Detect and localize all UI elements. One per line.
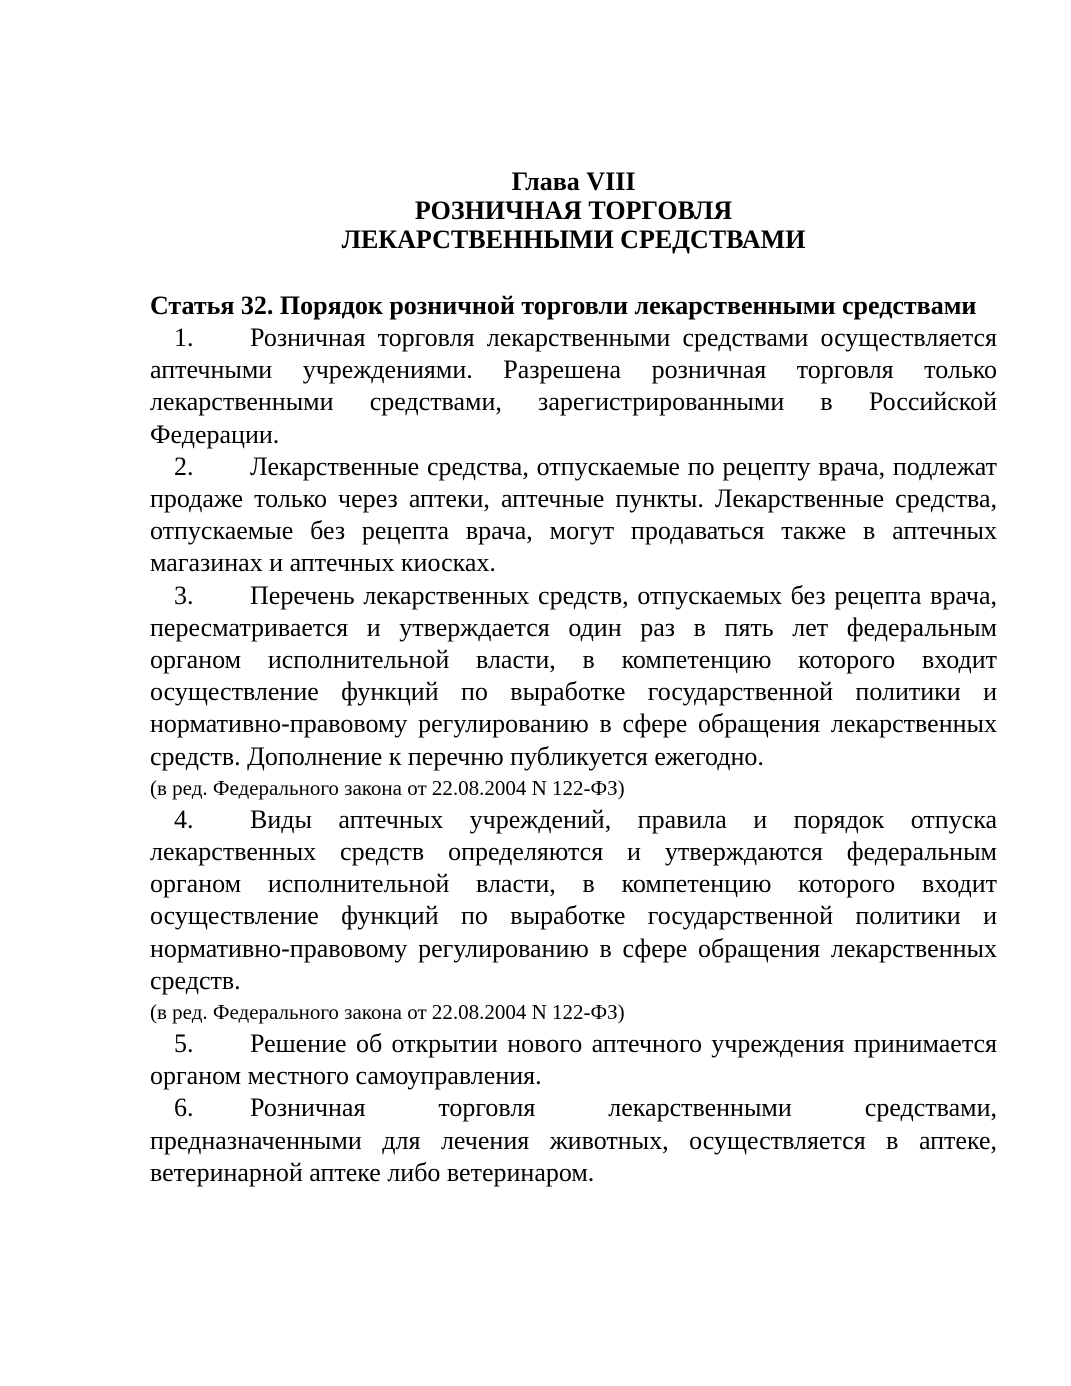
paragraph-text: Виды аптечных учреждений, правила и порядок отпуска лекарственных средств определяются и утверждаются федеральным органом исполнительной власти, в компетенцию которого входит осуществление функций по выработке государственной политики и нормативно-правовому регулированию в сфере обращения лекарственных средств. (150, 804, 997, 995)
paragraph-3 (150, 580, 997, 773)
amendment-note: (в ред. Федерального закона от 22.08.2004 N 122-ФЗ) (150, 775, 625, 800)
paragraph-number: 2. (174, 451, 194, 481)
chapter-number: Глава VIII (511, 167, 636, 196)
paragraph-number: 5. (174, 1029, 194, 1059)
paragraph-number: 1. (174, 323, 194, 352)
chapter-heading (150, 167, 997, 254)
paragraph-text: Решение об открытии нового аптечного учреждения принимается органом местного самоуправления. (150, 1029, 997, 1091)
paragraph-text: Перечень лекарственных средств, отпускаемых без рецепта врача, пересматривается и утверждается один раз в пять лет федеральным органом исполнительной власти, в компетенцию которого входит осуществление функций по выработке государственной политики и нормативно-правовому регулированию в сфере обращения лекарственных средств. Дополнение к перечню публикуется ежегодно. (150, 580, 997, 771)
paragraph-number: 4. (174, 804, 194, 834)
chapter-title-line-1: РОЗНИЧНАЯ ТОРГОВЛЯ (414, 196, 733, 225)
article-title: Статья 32. Порядок розничной торговли лекарственными средствами (150, 291, 977, 320)
paragraph-number: 3. (174, 580, 194, 610)
chapter-title-line-2: ЛЕКАРСТВЕННЫМИ СРЕДСТВАМИ (341, 225, 806, 254)
paragraph-text: Лекарственные средства, отпускаемые по рецепту врача, подлежат продаже только через аптеки, аптечные пункты. Лекарственные средства, отпускаемые без рецепта врача, могут продаваться также в аптечных магазинах и аптечных киосках. (150, 451, 997, 578)
paragraph-1 (150, 322, 997, 451)
paragraph-5 (150, 1028, 997, 1092)
paragraph-text: Розничная торговля лекарственными средствами, предназначенными для лечения животных, осуществляется в аптеке, ветеринарной аптеке либо ветеринаром. (150, 1093, 997, 1187)
paragraph-text: Розничная торговля лекарственными средствами осуществляется аптечными учреждениями. Разрешена розничная торговля только лекарственными средствами, зарегистрированными в Российской Федерации. (150, 323, 997, 449)
document-page (150, 167, 997, 1189)
paragraph-4 (150, 804, 997, 997)
amendment-note: (в ред. Федерального закона от 22.08.2004 N 122-ФЗ) (150, 1000, 625, 1025)
paragraph-number: 6. (174, 1093, 194, 1123)
paragraph-2 (150, 451, 997, 580)
paragraph-6 (150, 1092, 997, 1189)
